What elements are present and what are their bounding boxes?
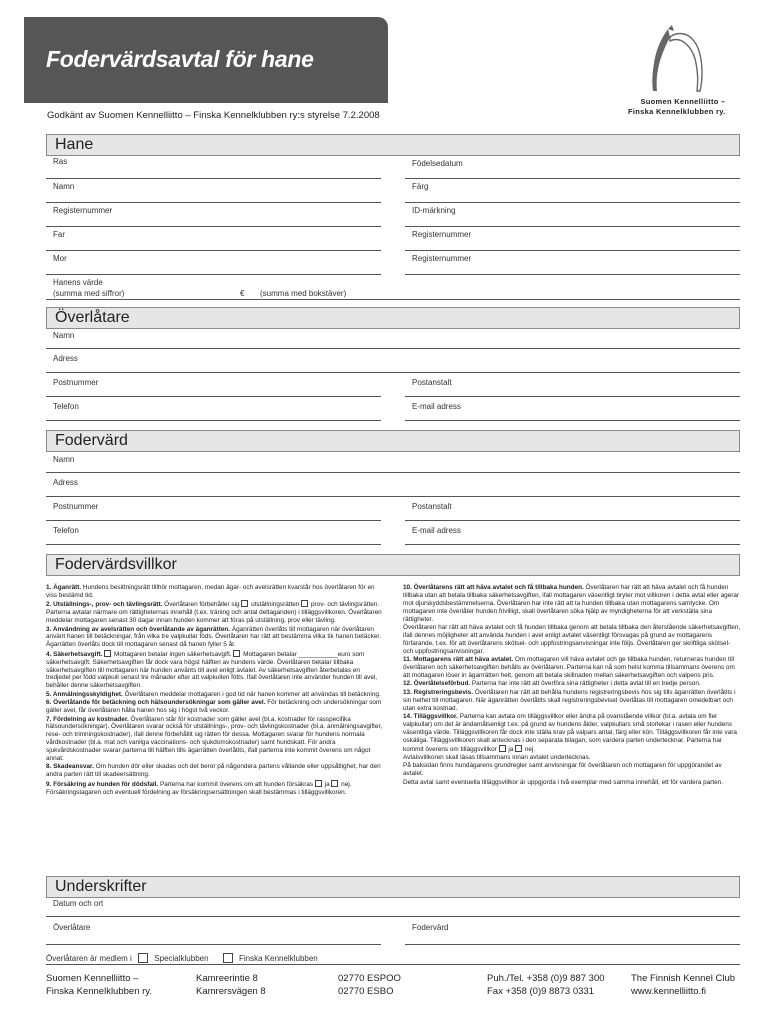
field-label-datum-ort: Datum och ort [53, 899, 104, 908]
field-line-overlatare-email[interactable] [405, 420, 740, 421]
term-right-heading: 14. Tilläggsvillkor. [403, 713, 458, 720]
term-right-paragraph: På baksidan finns hundägarens grundregler samt anvisningar för överlåtaren och mottagaren för uppgörandet av avtalet. [403, 762, 722, 778]
field-line-datum-ort[interactable] [46, 916, 740, 917]
term-left-paragraph: 5. Anmälningsskyldighet. Överlåtaren meddelar mottagaren i god tid när hanen kommer att användas till betäckning. [46, 690, 381, 698]
signature-line-fodervard[interactable] [405, 944, 740, 945]
field-line-far-registernummer[interactable] [405, 250, 740, 251]
field-label-fodervard-adress: Adress [53, 478, 78, 487]
field-label-id-markning: ID-märkning [412, 206, 456, 215]
logo-text: Suomen Kennelliitto – Finska Kennelklubben ry. [628, 97, 726, 116]
term-left-heading: 4. Säkerhetsavgift. [46, 650, 103, 658]
website-link[interactable]: www.kennelliitto.fi [631, 986, 706, 997]
field-line-overlatare-telefon[interactable] [46, 420, 381, 421]
signature-line-overlatare[interactable] [46, 944, 381, 945]
checkbox[interactable] [301, 600, 308, 607]
field-label-sign-fodervard: Fodervärd [412, 923, 449, 932]
field-line-fodervard-adress[interactable] [46, 496, 740, 497]
field-line-registernummer[interactable] [46, 226, 381, 227]
checkbox[interactable] [515, 745, 522, 752]
title-banner [24, 17, 388, 103]
field-line-hanens-varde[interactable] [46, 299, 740, 300]
section-header-underskrifter: Underskrifter [46, 876, 740, 898]
field-label-fodervard-namn: Namn [53, 455, 75, 464]
field-line-fodervard-postanstalt[interactable] [405, 520, 740, 521]
field-line-fodervard-email[interactable] [405, 544, 740, 545]
section-header-villkor: Fodervärdsvillkor [46, 554, 740, 576]
field-label-overlatare-namn: Namn [53, 331, 75, 340]
footer-divider [46, 964, 740, 965]
footer-phone-fax: Puh./Tel. +358 (0)9 887 300 Fax +358 (0)9 8873 0331 [487, 973, 605, 997]
term-left-paragraph: 3. Användning av avelsrätten och överlåtande av äganrätten. Äganrätten överlåts till mottagaren när överlåtaren använt hanen till betäckningar, från vilka tre valpkullar föds. Överlåtaren har rätt att bestämma vilka tik hanen betäcker. Ägarrätten överlåts dock till mottagaren senast då hanen fyller 5 år. [46, 625, 381, 649]
term-left-heading: 3. Användning av avelsrätten och överlåtande av äganrätten. [46, 625, 231, 633]
field-label-mor-registernummer: Registernummer [412, 254, 472, 263]
field-label-fodervard-postnummer: Postnummer [53, 502, 99, 511]
field-label-ras: Ras [53, 157, 68, 166]
section-header-fodervard: Fodervärd [46, 430, 740, 452]
field-label-far: Far [53, 230, 65, 239]
term-left-heading: 2. Utställnings-, prov- och tävlingsrätt. [46, 601, 163, 609]
term-right-heading: 11. Mottagarens rätt att häva avtalet. [403, 656, 514, 664]
field-line-overlatare-postanstalt[interactable] [405, 396, 740, 397]
field-line-id-markning[interactable] [405, 226, 740, 227]
field-label-overlatare-telefon: Telefon [53, 402, 79, 411]
document-title: Fodervärdsavtal för hane [46, 46, 314, 72]
field-line-namn[interactable] [46, 202, 381, 203]
field-line-far[interactable] [46, 250, 381, 251]
field-line-fodervard-postnummer[interactable] [46, 520, 381, 521]
field-label-mor: Mor [53, 254, 67, 263]
field-line-farg[interactable] [405, 202, 740, 203]
term-right-paragraph: 10. Överlåtarens rätt att häva avtalet och få tillbaka hunden. Överlåtaren har rätt att häva avtalet och få hunden tillbaka utan att betala tillbaka säkerhetsavgiften, ifall mottagaren väsentligt bryter mot villkoren i detta avtal eller agerar mot djurskyddsbestämmelserna. Överlåtaren har inte rätt att ta hunden tillbaka utan mottagarens samtycke. Om mottagaren inte överlåter hunden frivilligt, skall överlåtaren söka hjälp av myndigheterna för att verkställa sina rättigheter. [403, 584, 740, 623]
field-label-fodervard-email: E-mail adress [412, 526, 461, 535]
checkbox[interactable] [233, 650, 240, 657]
term-left-heading: 9. Försäkring av hunden för dödsfall. [46, 780, 159, 788]
checkbox[interactable] [331, 780, 338, 787]
term-left-paragraph: 7. Fördelning av kostnader. Överlåtaren står för kostnader som gäller avel (bl.a. kostnader för rasspecifika hälsoundersökningar). Överlåtaren svarar också för utställnings-, prov- och tävlingskostnader (bl.a. anmälningsavgifter, rese- och trimningskostnader), ifall denne förbehållit sig rätten för dessa. Mottagaren svarar för hundens normala vårdkostnader (bl.a. mat och vanliga vaccinations- och sjukdomskostnader) samt hundskatt. För andra sjukvårdskostnader svarar parterna till hälften tills ägarrätten överlåtits, ifall parterna inte kommit överens om något annat. [46, 715, 383, 763]
term-left-paragraph: 1. Äganrätt. Hundens besittningsrätt tillhör mottagaren, medan ägar- och avelsrätten kvarstår hos överlåtaren för en viss bestämd tid. [46, 584, 375, 599]
field-line-overlatare-adress[interactable] [46, 372, 740, 373]
kennel-club-logo-icon [632, 23, 712, 93]
label-specialklubben: Specialklubben [154, 954, 209, 963]
term-right-heading: 10. Överlåtarens rätt att häva avtalet och få tillbaka hunden. [403, 584, 584, 591]
term-right-paragraph: 11. Mottagarens rätt att häva avtalet. Om mottagaren vill häva avtalet och ge tillbaka hunden, returneras hunden till överlåtaren och säkerhetsavgiften behålls av överlåtaren. Parterna kan nå som helst komma tillsammans överens om att mottagaren löser in äganrätten helt, genom att betala skillnaden mellan säkerhetsavgiften och valpens pris. [403, 656, 735, 679]
footer-club-web: The Finnish Kennel Club www.kennelliitto.fi [631, 973, 736, 997]
checkbox-specialklubben[interactable] [138, 953, 148, 963]
field-label-summa-bokstaver: (summa med bokstäver) [260, 289, 347, 298]
field-label-overlatare-postnummer: Postnummer [53, 378, 99, 387]
field-line-ras[interactable] [46, 178, 381, 179]
membership-label: Överlåtaren är medlem i [46, 954, 132, 963]
field-label-fodelsedatum: Födelsedatum [412, 159, 463, 168]
term-left-paragraph: 9. Försäkring av hunden för dödsfall. Parterna har kommit överens om att hunden försäkras ja nej. Försäkringstagaren och eventuell fördelning av försäkringsersättningen skall bestämmas i tilläggsvillkoren. [46, 780, 352, 796]
term-right-paragraph: 13. Registreringsbevis. Överlåtaren har rätt att behålla hundens registreringsbevis hos sig tills äganrätten överlåtits i sin helhet till mottagaren. När äganrätten överlåtits skall registreringsbeviset överlåtas till mottagaren omedelbart och utan extra kostnad. [403, 688, 736, 712]
terms-left-column [46, 584, 384, 797]
checkbox[interactable] [315, 780, 322, 787]
term-left-heading: 6. Överlåtande för betäckning och hälsoundersökningar som gäller avel. [46, 699, 266, 707]
section-header-overlatare: Överlåtare [46, 307, 740, 329]
checkbox-finska-kennelklubben[interactable] [223, 953, 233, 963]
approval-note: Godkänt av Suomen Kennelliitto – Finska Kennelklubben ry:s styrelse 7.2.2008 [47, 110, 380, 121]
field-label-hanens-varde: Hanens värde [53, 278, 103, 287]
section-header-hane: Hane [46, 134, 740, 156]
field-line-fodervard-namn[interactable] [46, 472, 740, 473]
term-left-paragraph: 4. Säkerhetsavgift. Mottagaren betalar ingen säkerhetsavgift. Mottagaren betalar ___________euro som säkerhetsavgift. Säkerhetsavgiften får dock vara högst hälften av hundens värde. Överlåtaren betalar tillbaka säkerhetsavgiften till mottagaren när hunden använts till avel enligt avtalet. Av säkerhetsavgiften återbetalas en tredjedel per född valpkull senast tre månader efter att valpkullen fötts. Ifall överlåtaren inte använder hunden till avel, behåller denne säkerhetsavgiften. [46, 650, 378, 690]
term-right-paragraph: Avtalsvillkoren skall läsas tillsammans innan avtalet undertecknas. [403, 754, 591, 762]
term-right-paragraph: 12. Överlåtelseförbud. Parterna har inte rätt att överföra sina rättigheter i detta avtal till en tredje person. [403, 680, 701, 688]
field-line-fodelsedatum[interactable] [405, 178, 740, 179]
term-left-paragraph: 6. Överlåtande för betäckning och hälsoundersökningar som gäller avel. För betäckning och undersökningar som gäller avel, får överlåtaren hålla hanen hos sig i högst två veckor. [46, 699, 382, 715]
term-left-heading: 5. Anmälningsskyldighet. [46, 690, 123, 698]
field-label-fodervard-telefon: Telefon [53, 526, 79, 535]
field-label-farg: Färg [412, 182, 429, 191]
term-left-paragraph: 2. Utställnings-, prov- och tävlingsrätt. Överlåtaren förbehåller sig utställningsrätten prov- och tävlingsrätten. Parterna avtalar närmare om rättigheternas innehåll (t.ex. träning och antal deltaganden) i tilläggsvillkoren. Överlåtaren meddelar mottagaren senast 30 dagar innan hunden kommer att föras på utställning, prov eller tävling. [46, 601, 382, 625]
field-label-overlatare-adress: Adress [53, 354, 78, 363]
field-label-far-registernummer: Registernummer [412, 230, 472, 239]
field-line-overlatare-postnummer[interactable] [46, 396, 381, 397]
field-label-summa-siffror: (summa med siffror) [53, 289, 125, 298]
footer-postal-address: 02770 ESPOO 02770 ESBO [338, 973, 401, 997]
term-right-paragraph: 14. Tilläggsvillkor. Parterna kan avtala om tilläggsvillkor eller ändra på ovanstående villkor (bl.a. avtala om fler valpkullar) om det är ändamålsenligt t.ex. på grund av hundens ålder, valpkullars små storlekar i rasen eller hundens väsentliga värde. Tilläggsvillkoren får dock inte ställa krav på valpars antal, färg eller kön. Tilläggsvillkoren får inte vara oskäliga. Tilläggsvillkoren skall antecknas i den separata bilagan, som vardera parten undertecknar. Parterna har kommit överens om tilläggsvillkor ja nej. [403, 713, 737, 753]
footer-street-address: Kamreerintie 8 Kamrersvägen 8 [196, 973, 266, 997]
term-right-heading: 13. Registreringsbevis. [403, 688, 473, 696]
field-label-overlatare-email: E-mail adress [412, 402, 461, 411]
term-left-heading: 8. Skadeansvar. [46, 763, 94, 771]
term-right-paragraph: Detta avtal samt eventuella tilläggsvillkor är uppgjorda i två exemplar med samma innehåll, ett för vardera parten. [403, 778, 724, 786]
term-left-paragraph: 8. Skadeansvar. Om hunden dör eller skadas och det beror på någondera partens vållande eller uppsåtlighet, har den andra parten rätt till skadeersättning. [46, 763, 381, 779]
field-label-sign-overlatare: Överlåtare [53, 923, 91, 932]
terms-right-column [403, 584, 741, 787]
term-right-paragraph: Överlåtaren har rätt att häva avtalet och få hunden tillbaka genom att betala tillbaka den återstående säkerhetsavgiften, ifall dennes möjligheter att använda hunden i avel enligt avtalet väsentligt försvagas på grund av mottagarens förfarande, t.ex. för att överlåtarens skötsel- och uppfostringsanvisningar inte följs. Överlåtaren ger skriftliga skötsel- och uppfostringsanvisningar. [403, 624, 741, 655]
membership-row [46, 953, 322, 963]
checkbox[interactable] [499, 745, 506, 752]
term-left-heading: 1. Äganrätt. [46, 584, 82, 591]
field-line-overlatare-namn[interactable] [46, 348, 740, 349]
field-label-fodervard-postanstalt: Postanstalt [412, 502, 452, 511]
term-left-heading: 7. Fördelning av kostnader. [46, 715, 129, 723]
field-line-mor[interactable] [46, 274, 381, 275]
checkbox[interactable] [241, 600, 248, 607]
field-line-fodervard-telefon[interactable] [46, 544, 381, 545]
field-label-overlatare-postanstalt: Postanstalt [412, 378, 452, 387]
euro-sign: € [240, 289, 245, 298]
term-right-heading: 12. Överlåtelseförbud. [403, 680, 471, 688]
footer-organization: Suomen Kennelliitto – Finska Kennelklubben ry. [46, 973, 152, 997]
field-label-registernummer: Registernummer [53, 206, 113, 215]
field-line-mor-registernummer[interactable] [405, 274, 740, 275]
field-label-namn: Namn [53, 182, 75, 191]
checkbox[interactable] [104, 650, 111, 657]
label-finska-kennelklubben: Finska Kennelklubben [239, 954, 318, 963]
